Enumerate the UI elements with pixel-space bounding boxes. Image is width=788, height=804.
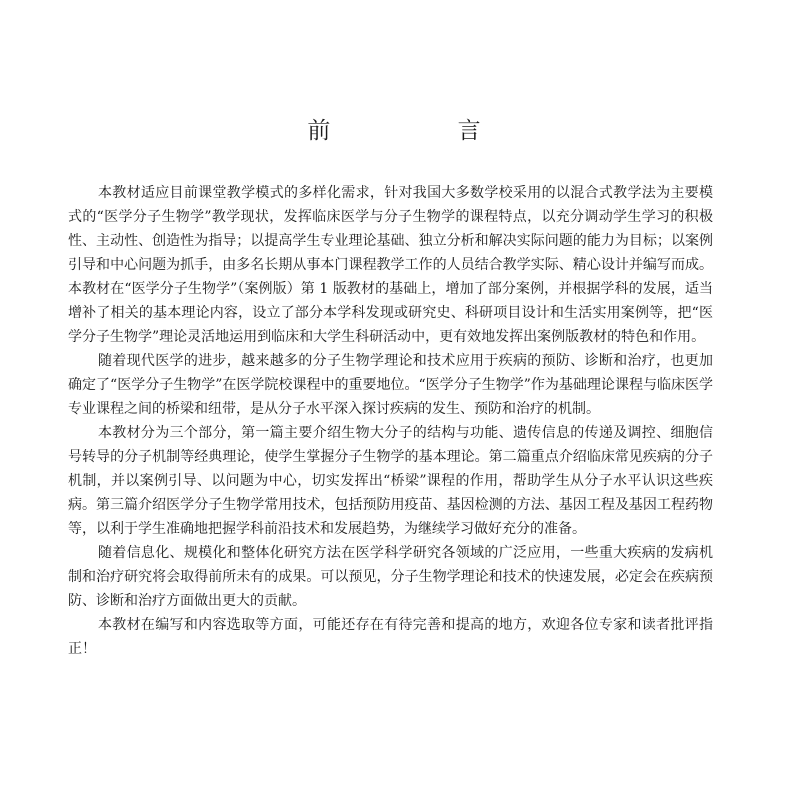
paragraph-3: 本教材分为三个部分，第一篇主要介绍生物大分子的结构与功能、遗传信息的传递及调控、细胞信号转导的分子机制等经典理论，使学生掌握分子生物学的基本理论。第二篇重点介绍临床常见疾病的分子机制，并以案例引导、以问题为中心，切实发挥出“桥梁”课程的作用，帮助学生从分子水平认识这些疾病。第三篇介绍医学分子生物学常用技术，包括预防用疫苗、基因检测的方法、基因工程及基因工程药物等，以利于学生准确地把握学科前沿技术和发展趋势，为继续学习做好充分的准备。 bbox=[68, 425, 713, 537]
paragraph-2: 随着现代医学的进步，越来越多的分子生物学理论和技术应用于疾病的预防、诊断和治疗，也更加确定了“医学分子生物学”在医学院校课程中的重要地位。“医学分子生物学”作为基础理论课程与临床医学专业课程之间的桥梁和纽带，是从分子水平深入探讨疾病的发生、预防和治疗的机制。 bbox=[68, 353, 713, 417]
page-title: 前 言 bbox=[307, 118, 541, 144]
preface-body bbox=[68, 181, 713, 661]
paragraph-5: 本教材在编写和内容选取等方面，可能还存在有待完善和提高的地方，欢迎各位专家和读者批评指正！ bbox=[68, 617, 713, 657]
paragraph-1: 本教材适应目前课堂教学模式的多样化需求，针对我国大多数学校采用的以混合式教学法为主要模式的“医学分子生物学”教学现状，发挥临床医学与分子生物学的课程特点，以充分调动学生学习的积极性、主动性、创造性为指导；以提高学生专业理论基础、独立分析和解决实际问题的能力为目标；以案例引导和中心问题为抓手，由多名长期从事本门课程教学工作的人员结合教学实际、精心设计并编写而成。本教材在“医学分子生物学”（案例版）第 1 版教材的基础上，增加了部分案例，并根据学科的发展，适当增补了相关的基本理论内容，设立了部分本学科发现或研究史、科研项目设计和生活实用案例等，把“医学分子生物学”理论灵活地运用到临床和大学生科研活动中，更有效地发挥出案例版教材的特色和作用。 bbox=[68, 185, 713, 345]
paragraph-4: 随着信息化、规模化和整体化研究方法在医学科学研究各领域的广泛应用，一些重大疾病的发病机制和治疗研究将会取得前所未有的成果。可以预见，分子生物学理论和技术的快速发展，必定会在疾病预防、诊断和治疗方面做出更大的贡献。 bbox=[68, 545, 713, 609]
